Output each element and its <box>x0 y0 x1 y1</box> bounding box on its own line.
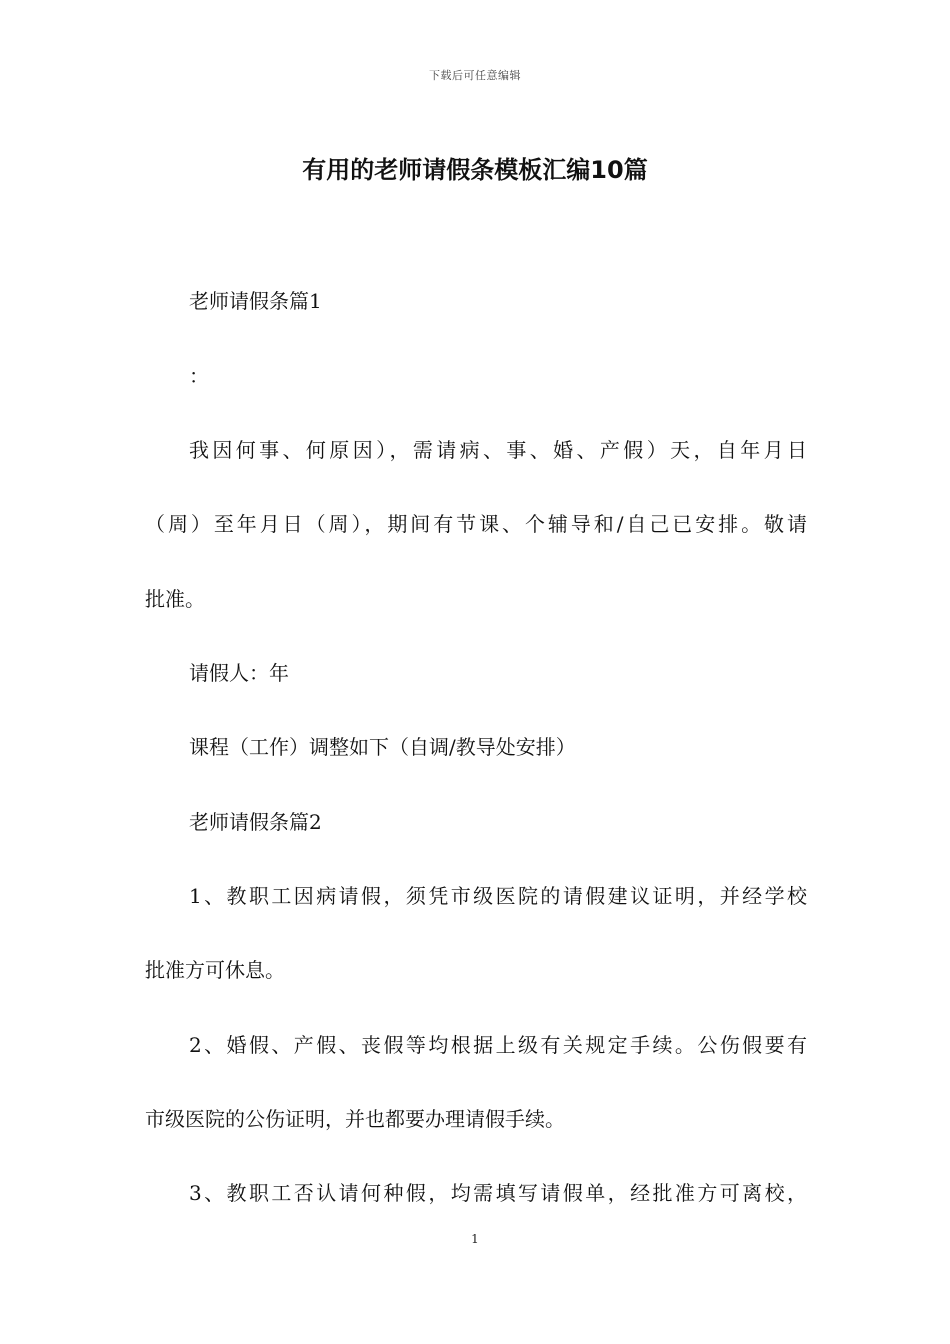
section-heading-2: 老师请假条篇2 <box>189 810 322 834</box>
paragraph-line: （周）至年月日（周），期间有节课、个辅导和/自己已安排。敬请 <box>145 512 807 536</box>
page-number: 1 <box>471 1232 479 1246</box>
signature-line: 请假人：年 <box>189 661 289 685</box>
salutation-line: ： <box>189 364 209 388</box>
paragraph-line: 市级医院的公伤证明，并也都要办理请假手续。 <box>145 1107 565 1131</box>
paragraph-line: 批准。 <box>145 587 205 611</box>
paragraph-line: 我因何事、何原因），需请病、事、婚、产假）天，自年月日 <box>189 438 807 462</box>
schedule-adjustment-line: 课程（工作）调整如下（自调/教导处安排） <box>189 735 576 759</box>
paragraph-line: 3、教职工否认请何种假，均需填写请假单，经批准方可离校， <box>189 1181 807 1205</box>
paragraph-line: 批准方可休息。 <box>145 958 285 982</box>
header-note: 下载后可任意编辑 <box>429 69 521 82</box>
section-heading-1: 老师请假条篇1 <box>189 289 322 313</box>
document-title: 有用的老师请假条模板汇编10篇 <box>302 156 648 184</box>
paragraph-line: 1、教职工因病请假，须凭市级医院的请假建议证明，并经学校 <box>189 884 807 908</box>
paragraph-line: 2、婚假、产假、丧假等均根据上级有关规定手续。公伤假要有 <box>189 1033 807 1057</box>
